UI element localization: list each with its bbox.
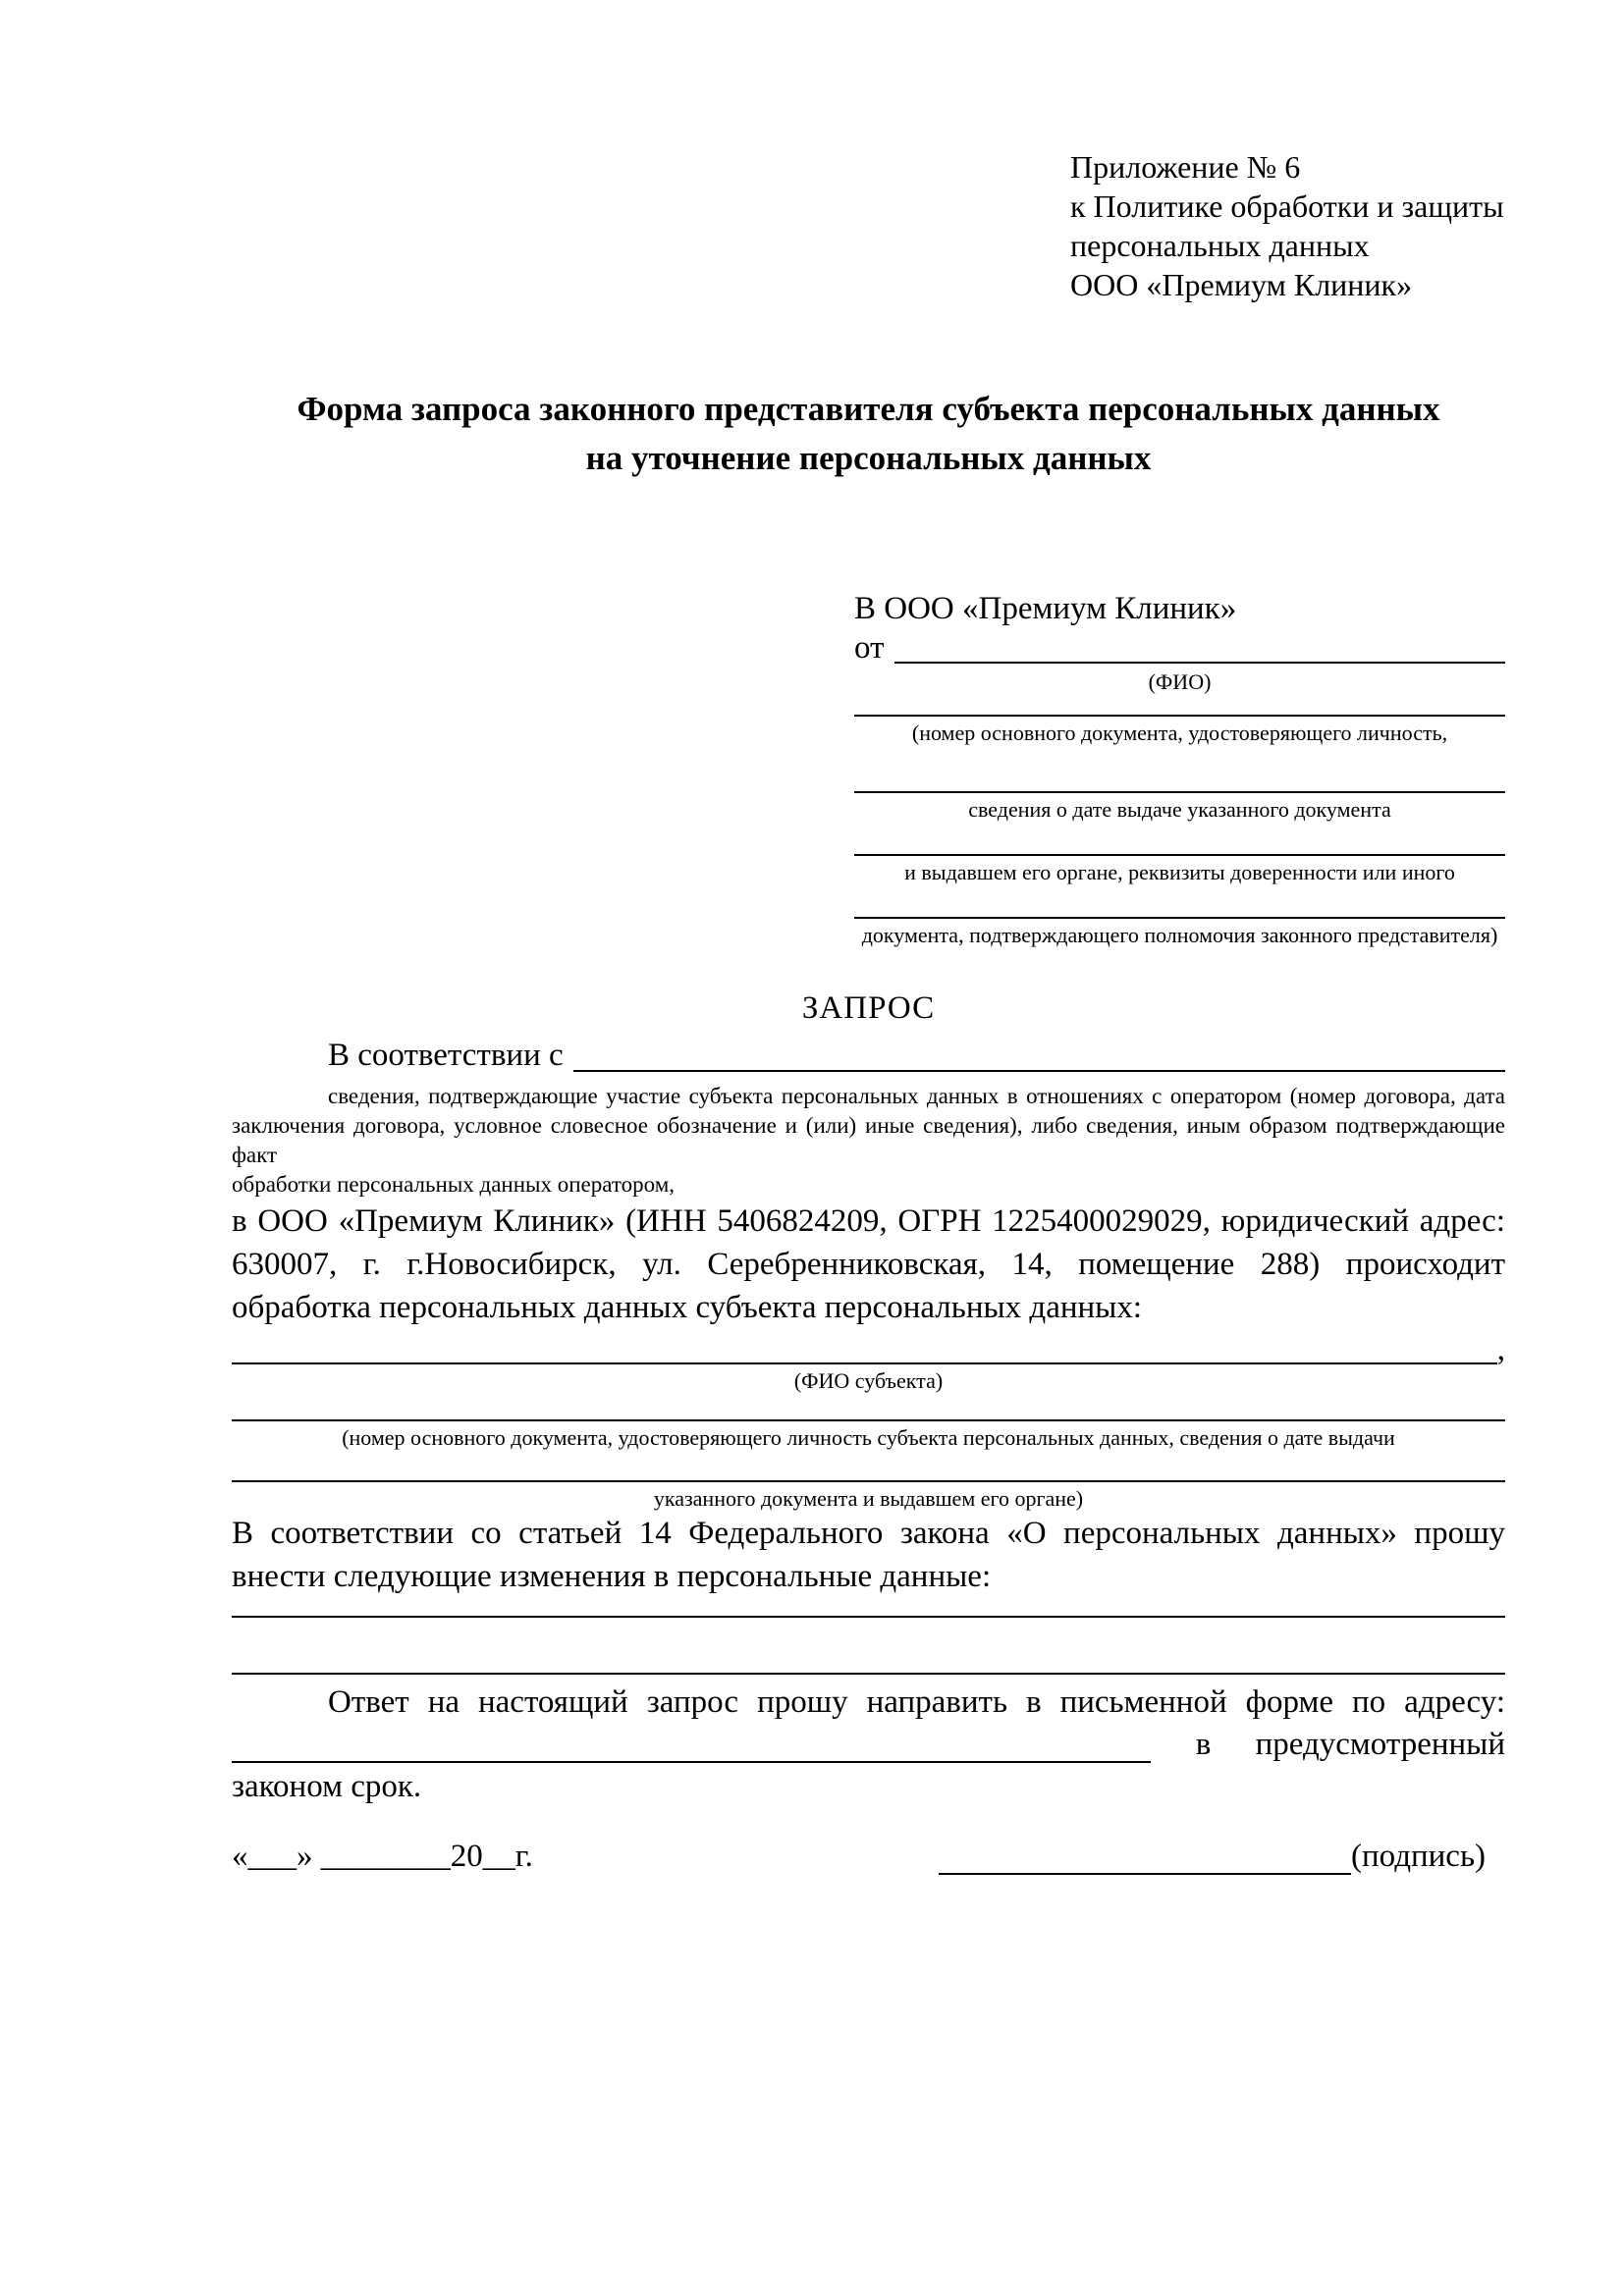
subject-fio-row	[232, 1329, 1505, 1366]
changes-blank[interactable]	[232, 1616, 1505, 1618]
reply-word: в	[1195, 1727, 1212, 1762]
signature-blank[interactable]	[939, 1838, 1351, 1875]
from-label: от	[854, 630, 885, 666]
basis-label: В соответствии с	[328, 1038, 564, 1073]
subject-doc-blank[interactable]	[232, 1480, 1505, 1512]
blank-caption: и выдавшем его органе, реквизиты доверенности или иного	[904, 860, 1455, 884]
appendix-line: ООО «Премиум Клиник»	[1070, 267, 1413, 302]
representative-doc-blank[interactable]	[854, 854, 1505, 885]
basis-footnote-line: сведения, подтверждающие участие субъекта персональных данных в отношениях с оператором (номер договора, дата	[328, 1084, 1505, 1108]
representative-doc-blank[interactable]	[854, 917, 1505, 948]
document-title-line: Форма запроса законного представителя субъекта персональных данных	[297, 390, 1440, 428]
fio-caption: (ФИО)	[1148, 669, 1212, 694]
reply-word: предусмотренный	[1255, 1727, 1505, 1762]
operator-paragraph-line: 630007, г. г.Новосибирск, ул. Серебренниковская, 14, помещение 288) происходит	[232, 1247, 1505, 1282]
signature-caption: (подпись)	[1351, 1839, 1486, 1874]
operator-paragraph	[232, 1200, 1505, 1329]
addressee-block	[854, 589, 1505, 948]
operator-paragraph-line: обработка персональных данных субъекта персональных данных:	[232, 1290, 1142, 1325]
basis-blank[interactable]	[573, 1035, 1505, 1072]
representative-doc-blank[interactable]	[854, 791, 1505, 823]
from-row	[854, 628, 1505, 667]
request-heading: ЗАПРОС	[801, 990, 936, 1026]
subject-doc-caption: (номер основного документа, удостоверяющего личность субъекта персональных данных, сведения о дате выдачи	[342, 1425, 1395, 1450]
representative-doc-blank[interactable]	[854, 715, 1505, 746]
addressee-org: В ООО «Премиум Клиник»	[854, 591, 1237, 626]
reply-tail: законом срок.	[232, 1769, 422, 1804]
signature-group	[939, 1836, 1486, 1877]
basis-footnote	[232, 1082, 1505, 1200]
date-blank[interactable]: «___» ________20__г.	[232, 1839, 533, 1874]
appendix-line: Приложение № 6	[1070, 149, 1301, 185]
basis-row	[232, 1035, 1505, 1076]
appendix-line: к Политике обработки и защиты	[1070, 188, 1504, 224]
subject-fio-caption: (ФИО субъекта)	[793, 1368, 944, 1393]
blank-caption: сведения о дате выдаче указанного документа	[968, 797, 1391, 822]
subject-comma: ,	[1496, 1332, 1505, 1367]
subject-doc-caption: указанного документа и выдавшем его органе)	[653, 1486, 1084, 1511]
subject-doc-blank[interactable]	[232, 1419, 1505, 1451]
operator-paragraph-line: в ООО «Премиум Клиник» (ИНН 5406824209, ОГРН 1225400029029, юридический адрес:	[232, 1203, 1505, 1239]
document-title-line: на уточнение персональных данных	[585, 439, 1152, 477]
appendix-line: персональных данных	[1070, 228, 1370, 263]
reply-address-blank[interactable]	[232, 1726, 1151, 1763]
reply-address-row	[232, 1724, 1505, 1765]
basis-footnote-line: заключения договора, условное словесное обозначение и (или) иные сведения), либо сведения, иным образом подтверждающие факт	[232, 1113, 1505, 1167]
blank-caption: (номер основного документа, удостоверяющего личность,	[911, 721, 1448, 745]
reply-paragraph	[232, 1681, 1505, 1724]
blank-caption: документа, подтверждающего полномочия законного представителя)	[861, 923, 1498, 947]
basis-footnote-line: обработки персональных данных оператором,	[232, 1172, 675, 1197]
appendix-note	[1070, 147, 1505, 304]
subject-fio-blank[interactable]	[232, 1329, 1497, 1364]
changes-blank[interactable]	[232, 1673, 1505, 1675]
date-signature-row	[232, 1836, 1505, 1877]
document-title	[232, 385, 1505, 483]
law-paragraph-line: В соответствии со статьей 14 Федерального закона «О персональных данных» прошу	[232, 1516, 1505, 1551]
representative-fio-blank[interactable]	[894, 628, 1506, 664]
reply-paragraph-line: Ответ на настоящий запрос прошу направить в письменной форме по адресу:	[328, 1684, 1505, 1720]
law-paragraph-line: внести следующие изменения в персональные данные:	[232, 1559, 992, 1594]
law-paragraph	[232, 1512, 1505, 1598]
